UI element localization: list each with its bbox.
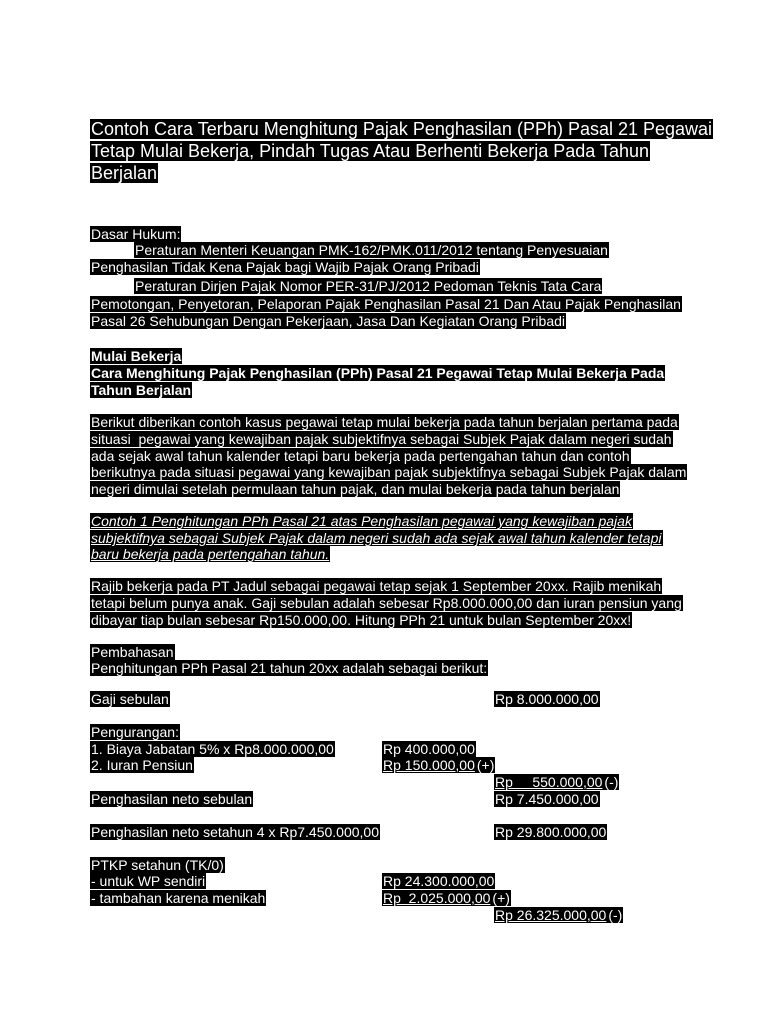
biaya-jabatan-label: 1. Biaya Jabatan 5% x Rp8.000.000,00	[91, 741, 334, 757]
intro-paragraph-line: ada sejak awal tahun kalender tetapi baru bekerja pada pertengahan tahun dan contoh	[91, 448, 630, 464]
ptkp-heading: PTKP setahun (TK/0)	[91, 857, 224, 873]
neto-sebulan-label: Penghasilan neto sebulan	[91, 791, 253, 807]
pembahasan-heading: Pembahasan	[91, 644, 174, 660]
total-pengurangan-value: Rp 550.000,00 (-)	[495, 774, 619, 790]
biaya-jabatan-value: Rp 400.000,00	[383, 741, 475, 757]
iuran-pensiun-value: Rp 150.000,00 (+)	[383, 757, 495, 773]
intro-paragraph-line: Berikut diberikan contoh kasus pegawai tetap mulai bekerja pada tahun berjalan pertama pada	[91, 414, 678, 430]
gaji-value: Rp 8.000.000,00	[495, 691, 599, 707]
title-text: Berjalan	[91, 163, 158, 183]
dasar-hukum-item-2-line-1: Peraturan Dirjen Pajak Nomor PER-31/PJ/2012 Pedoman Teknis Tata Cara	[135, 278, 602, 294]
calc-intro: Penghitungan PPh Pasal 21 tahun 20xx adalah sebagai berikut:	[91, 660, 488, 676]
intro-paragraph-line: negeri dimulai setelah permulaan tahun pajak, dan mulai bekerja pada tahun berjalan	[91, 481, 620, 497]
ptkp-wp-label: - untuk WP sendiri	[91, 873, 206, 889]
section-subheading-line-1: Cara Menghitung Pajak Penghasilan (PPh) Pasal 21 Pegawai Tetap Mulai Bekerja Pada	[91, 365, 665, 381]
title-text: Tetap Mulai Bekerja, Pindah Tugas Atau Berhenti Bekerja Pada Tahun	[91, 141, 650, 161]
example-title-line: subjektifnya sebagai Subjek Pajak dalam negeri sudah ada sejak awal tahun kalender tetapi	[91, 530, 662, 546]
dasar-hukum-item-1-line-2: Penghasilan Tidak Kena Pajak bagi Wajib Pajak Orang Pribadi	[91, 259, 479, 275]
intro-paragraph-line: situasi pegawai yang kewajiban pajak subjektifnya sebagai Subjek Pajak dalam negeri sudah	[91, 431, 672, 447]
iuran-pensiun-label: 2. Iuran Pensiun	[91, 757, 193, 773]
section-subheading-line-2: Tahun Berjalan	[91, 382, 192, 398]
example-title-line: Contoh 1 Penghitungan PPh Pasal 21 atas Penghasilan pegawai yang kewajiban pajak	[91, 513, 632, 529]
ptkp-total-value: Rp 26.325.000,00 (-)	[495, 907, 623, 923]
dasar-hukum-heading: Dasar Hukum:	[91, 226, 181, 242]
section-heading: Mulai Bekerja	[91, 348, 182, 364]
dasar-hukum-item-2-line-2: Pemotongan, Penyetoran, Pelaporan Pajak Penghasilan Pasal 21 Dan Atau Pajak Penghasilan	[91, 296, 681, 312]
document-title-line-1	[90, 118, 713, 140]
example-title-line: baru bekerja pada pertengahan tahun.	[91, 546, 330, 562]
pengurangan-heading: Pengurangan:	[91, 724, 179, 740]
case-paragraph-line: Rajib bekerja pada PT Jadul sebagai pegawai tetap sejak 1 September 20xx. Rajib menikah	[91, 578, 662, 594]
ptkp-wp-value: Rp 24.300.000,00	[383, 873, 495, 889]
neto-sebulan-value: Rp 7.450.000,00	[495, 791, 599, 807]
title-text: Contoh Cara Terbaru Menghitung Pajak Penghasilan (PPh) Pasal 21 Pegawai	[91, 119, 713, 139]
document-title-line-2	[90, 140, 650, 162]
document-title-line-3	[90, 162, 158, 184]
case-paragraph-line: dibayar tiap bulan sebesar Rp150.000,00. Hitung PPh 21 untuk bulan September 20xx!	[91, 612, 632, 628]
intro-paragraph-line: berikutnya pada situasi pegawai yang kewajiban pajak subjektifnya sebagai Subjek Pajak dalam	[91, 464, 687, 480]
dasar-hukum-item-1-line-1: Peraturan Menteri Keuangan PMK-162/PMK.011/2012 tentang Penyesuaian	[135, 242, 608, 258]
ptkp-nikah-value: Rp 2.025.000,00 (+)	[383, 890, 510, 906]
gaji-label: Gaji sebulan	[91, 691, 169, 707]
neto-setahun-label: Penghasilan neto setahun 4 x Rp7.450.000,00	[91, 824, 380, 840]
ptkp-nikah-label: - tambahan karena menikah	[91, 890, 266, 906]
neto-setahun-value: Rp 29.800.000,00	[495, 824, 607, 840]
dasar-hukum-item-2-line-3: Pasal 26 Sehubungan Dengan Pekerjaan, Jasa Dan Kegiatan Orang Pribadi	[91, 313, 565, 329]
case-paragraph-line: tetapi belum punya anak. Gaji sebulan adalah sebesar Rp8.000.000,00 dan iuran pensiun yang	[91, 595, 682, 611]
